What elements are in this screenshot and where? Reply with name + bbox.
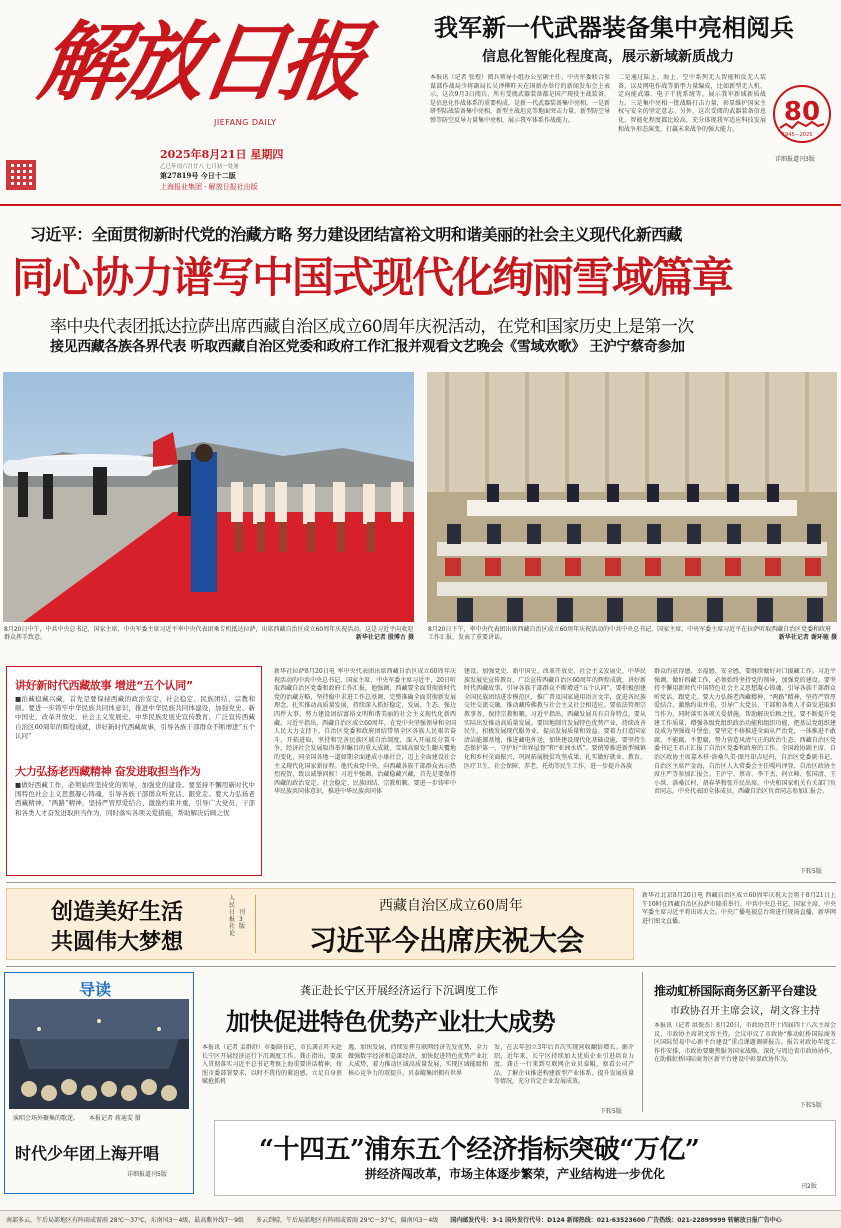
lead-headline[interactable]: 同心协力谱写中国式现代化绚丽雪域篇章 xyxy=(12,253,733,302)
key-point-heading-2: 大力弘扬老西藏精神 奋发进取担当作为 xyxy=(15,765,201,778)
lead-deck-1: 率中央代表团抵达拉萨出席西藏自治区成立60周年庆祝活动，在党和国家历史上是第一次 xyxy=(50,317,694,337)
top-story xyxy=(420,0,841,200)
section-divider-2 xyxy=(6,966,836,967)
celebration-headline[interactable]: 习近平今出席庆祝大会 xyxy=(309,924,585,957)
photo-meeting-caption-text: 8月20日下午，率中央代表团出席西藏自治区成立60周年庆祝活动的中共中央总书记、国家主席、中央军委主席习近平在拉萨听取西藏自治区党委和政府工作汇报，发表了重要讲话。 xyxy=(428,626,832,641)
pudong-more[interactable]: 刊2版 xyxy=(801,1183,817,1190)
masthead xyxy=(0,0,420,200)
hongqiao-text: 本报讯（记者 洪俊杰）8月20日，市政协召开十四届四十八次主席会议，市政协主席胡文容主持。会议审议了市政协“推动虹桥国际商务区国际贸易中心新平台建设”重点课题调研报告。报告对政协年度工作作安排，市政协要聚焦服务国家战略，深化与周边省市政协协作，在助推虹桥国际商务区新平台建设中彰显政协作为。 xyxy=(654,1022,836,1064)
guide-caption xyxy=(13,1115,193,1123)
lead-kicker: 习近平：全面贯彻新时代党的治藏方略 努力建设团结富裕文明和谐美丽的社会主义现代化新西藏 xyxy=(30,225,682,244)
publisher: 上海报业集团 · 解放日报社出版 xyxy=(160,183,258,191)
guide-label: 导读 xyxy=(79,980,112,999)
guide-caption-text: 演唱会场外聚集的歌迷。 xyxy=(13,1115,80,1122)
industry-col-2: 遇，加快发展，持续发挥互联网经济先发优势，全力做强数字经济和总部经济，加快促进特色优势产业壮大成势，着力推动区域高质量发展，实现区域能级和核心竞争力的双提升。贝泰鲲集团拥有世界 xyxy=(348,1044,488,1077)
editorial-slogan-1: 创造美好生活 xyxy=(51,899,184,925)
article-col-2: 建设，加强党史、新中国史、改革开放史、社会主义发展史、中华民族发展史宣传教育，广泛宣传西藏自治区60周年的辉煌成就，讲好新时代西藏故事，引导各族干部群众不断增进“五个认同”。要积极创建全国民族团结进步模范区，推广普及国家通用语言文字，促进各民族交往交流交融。推动藏传佛教与社会主义社会相适应。要依法管理宗教事务，保持宗教和顺。习近平指出，西藏发展具有自身特点，要从实际出发推动高质量发展。要因地制宜发展特色优势产业，持续改善民生，积极发展现代服务业，提高发展质量和效益。要着力打造国家清洁能源基地，推进藏电外送，加快建设现代化基础设施。要坚持生态保护第一，守护好“世界屋脊”和“亚洲水塔”。要统筹推进新型城镇化和乡村全面振兴，巩固拓展脱贫攻坚成果，扎实做好就业、教育、医疗卫生、社会保障、养老、托幼等民生工作，进一步提升各族 xyxy=(464,668,646,770)
svg-text:80: 80 xyxy=(783,97,821,127)
key-point-text-2: ■做好西藏工作，必须始终坚持党的领导，加强党的建设。要坚持不懈用新时代中国特色社会主义思想凝心铸魂，引导各族干部群众听党话、跟党走。要大力弘扬老西藏精神、“两路”精神，坚持严管厚爱结合、激励约束并重，引导广大党员、干部和各类人才奋发进取担当作为，同时落实各项关爱措施，帮助解决后顾之忧 xyxy=(15,781,255,817)
photo-meeting-credit: 新华社记者 谢环驰 摄 xyxy=(778,634,837,641)
celebration-kicker: 西藏自治区成立60周年 xyxy=(379,898,523,914)
editorial-source: 人民日报社论 xyxy=(229,895,236,937)
editorial-slogan-2: 共圆伟大梦想 xyxy=(51,929,184,955)
top-story-col-1: 本报讯（记者 张煜）阅兵领导小组办公室副主任、中央军委联合参谋部作战局少将副局长吴泽柳昨天在国新办举行的新闻发布会上表示，这次9月3日阅兵，所有受阅武器装备都是国产现役主战装备，是信息化作战体系的重要构成，是新一代武器装备集中亮相。一是新研型陆战装备集中亮相，新型主战坦克等地面突击力量、新型防空导弹等防空反导力量集中亮相，展示我军体系作战能力。 xyxy=(430,74,610,124)
guide-photo xyxy=(9,999,189,1109)
hongqiao-headline[interactable]: 推动虹桥国际商务区新平台建设 xyxy=(654,984,817,998)
guide-credit: 本报记者 蒋迪雯 摄 xyxy=(88,1115,141,1122)
masthead-pinyin: JIEFANG DAILY xyxy=(214,118,277,127)
pudong-box xyxy=(214,1120,836,1196)
industry-col-1: 本报讯（记者 孟群舒）市委副书记、市长龚正昨天赴长宁区开展经济运行下沉调度工作。龚正指出，要深入贯彻落实习近平总书记考察上海重要讲话精神，按照市委部署要求，以时不我待的紧迫感，立足自身禀赋抢抓机 xyxy=(202,1044,342,1086)
key-point-text-1: ■治藏稳藏兴藏，首先是要保持西藏的政治安定、社会稳定、民族团结、宗教和顺。要进一步铸牢中华民族共同体意识，推进中华民族共同体建设，加强党史、新中国史、改革开放史、社会主义发展史、中华民族发展史宣传教育，广泛宣传西藏自治区60周年的辉煌成就，讲好新时代西藏故事，引导各族干部群众不断增进“五个认同” xyxy=(15,695,255,740)
photo-meeting xyxy=(427,372,837,622)
top-story-col-2: 二是通过陆上、海上、空中系列无人智能和反无人装备，以及网电作战等新型力量编成，比如新型无人机、定向能武器、电子干扰系统等，展示我军新域新质战力。三是集中亮相一批战略打击力量，彰显维护国家主权与安全的坚定意志。另外，这次受阅的武器装备信息化、智能化程度都比较高，充分体现我军适应科技发展和战争形态演变，打赢未来战争的强大能力。 xyxy=(618,74,766,133)
photo-arrival-credit: 新华社记者 殷博古 摄 xyxy=(355,634,414,641)
key-point-heading-1: 讲好新时代西藏故事 增进“五个认同” xyxy=(15,679,193,692)
weather-tomorrow: 多云到晴，午后局部地区有阵雨或雷雨 29℃～37℃，偏南风3～4级 xyxy=(255,1217,439,1224)
hongqiao-subtitle: 市政协召开主席会议，胡文容主持 xyxy=(670,1006,820,1017)
pudong-headline[interactable]: “十四五”浦东五个经济指标突破“万亿” xyxy=(259,1135,700,1165)
guide-more[interactable]: 详细报道刊5版 xyxy=(127,1171,167,1178)
photo-arrival-caption xyxy=(4,626,414,652)
masthead-divider xyxy=(0,204,841,206)
photo-meeting-image xyxy=(427,372,837,622)
celebration-brief: 新华社北京8月20日电 西藏自治区成立60周年庆祝大会将于8月21日上午10时在西藏自治区拉萨市隆重举行。中共中央总书记、国家主席、中央军委主席习近平将出席大会。中央广播电视总台将进行现场直播，新华网进行图文直播。 xyxy=(642,892,836,925)
lunar-date: 乙巳年闰六月廿八 七月初一处暑 xyxy=(160,164,239,170)
weather-today: 南部多云，午后局部地区有阵雨或雷雨 28℃～37℃，东南风3～4级，最高紫外线7～9级 xyxy=(6,1217,244,1224)
footer-bar xyxy=(0,1210,841,1228)
hongqiao-more[interactable]: 下转5版 xyxy=(800,1102,822,1109)
guide-box xyxy=(4,972,194,1194)
qr-code-icon xyxy=(6,160,36,190)
banner-divider xyxy=(255,895,256,953)
anniversary-badge xyxy=(772,84,832,146)
top-story-subtitle: 信息化智能化程度高，展示新域新质战力 xyxy=(482,49,734,65)
top-story-headline[interactable]: 我军新一代武器装备集中亮相阅兵 xyxy=(434,14,794,42)
issue-number: 第27819号 今日十二版 xyxy=(160,171,236,180)
editorial-banner xyxy=(6,888,634,960)
article-more[interactable]: 下转5版 xyxy=(800,868,822,875)
section-divider xyxy=(6,882,836,883)
guide-title[interactable]: 时代少年团上海开唱 xyxy=(15,1144,160,1163)
photo-meeting-caption xyxy=(428,626,837,652)
industry-more[interactable]: 下转5版 xyxy=(600,1108,622,1115)
masthead-title: 解放日报 xyxy=(32,12,368,113)
pudong-subtitle: 拼经济闯改革，市场主体逐步繁荣，产业结构进一步优化 xyxy=(365,1167,666,1181)
photo-arrival xyxy=(3,372,414,622)
industry-col-3: 发，在去年创立3年后首次实现营收翻倍增长。据介绍，近年来，长宁区持续加大优质企业引进培育力度。龚正一行来到互联网企业贝泰鲲，察看公司产品，了解企业推进构建新型产业体系、提升发展质量等情况，充分肯定企业发展成效。 xyxy=(494,1044,634,1086)
industry-kicker: 龚正赴长宁区开展经济运行下沉调度工作 xyxy=(300,984,498,997)
footer-info: 国内邮发代号：3-1 国外发行代号：D124 新闻热线：021-63523600 广告热线：021-22899999 转解放日报广告中心 xyxy=(450,1217,782,1224)
editorial-page-ref[interactable]: 刊3版 xyxy=(239,909,246,930)
photo-arrival-image xyxy=(3,372,414,622)
article-col-1: 新华社拉萨8月20日电 率中央代表团出席西藏自治区成立60周年庆祝活动的中共中央总书记、国家主席、中央军委主席习近平，20日听取西藏自治区党委和政府工作汇报，他强调，西藏要全面贯彻新时代党的治藏方略，坚持稳中求进工作总基调，完整准确全面贯彻新发展理念，扎实推动高质量发展，持续深入抓好稳定、发展、生态、强边四件大事，努力建设团结富裕文明和谐美丽的社会主义现代化新西藏。习近平指出，西藏自治区成立60周年，在党中央坚强领导和全国人民大力支持下，自治区党委和政府团结带领全区各族人民艰苦奋斗、开拓进取，坚持和完善民族区域自治制度，深入开展反分裂斗争，经济社会发展取得举世瞩目的重大成就，雪域高原发生翻天覆地的变化，同全国各地一道如期全面建成小康社会，迈上全面建设社会主义现代化国家新征程。他代表党中央，向西藏各族干部群众表示热烈祝贺，致以诚挚问候！习近平强调，治藏稳藏兴藏，首先是要保持西藏的政治安定、社会稳定、民族团结、宗教和顺。要进一步铸牢中华民族共同体意识，推进中华民族共同体 xyxy=(274,668,456,796)
key-points-box xyxy=(6,666,262,876)
industry-headline[interactable]: 加快促进特色优势产业壮大成势 xyxy=(226,1008,555,1036)
article-col-3: 群众的获得感、幸福感、安全感，要继续做好对口援藏工作。习近平强调，做好西藏工作，必须始终坚持党的领导，加强党的建设。要坚持不懈用新时代中国特色社会主义思想凝心铸魂，引导各族干部群众听党话、跟党走。要大力弘扬老西藏精神、“两路”精神，坚持严管厚爱结合、激励约束并重，引导广大党员、干部和各类人才奋发进取担当作为，同时落实各项关爱措施，帮助解决后顾之忧。要不断提升党建工作质量，增强各级党组织政治功能和组织功能，把基层党组织建设成为坚强战斗堡垒。要坚定不移推进全面从严治党，一体推进不敢腐、不能腐、不想腐，努力营造风清气正的政治生态。西藏自治区党委书记王君正汇报了自治区党委和政府的工作。全国政协副主席、自治区政协主席嘉木样·洛桑久美·图丹却吉尼玛，自治区党委副书记、自治区主席严金海，自治区人大常委会主任嘎玛泽登，自治区政协主席庄严等参加汇报会。王沪宁、蔡奇、李干杰、何立峰、张国清、王小洪、洛桑江村、胡春华和张升民出席。中央和国家机关有关部门负责同志，中央代表团全体成员，西藏自治区负责同志参加汇报会。 xyxy=(654,668,836,796)
photo-arrival-caption-text: 8月20日中午，中共中央总书记、国家主席、中央军委主席习近平率中央代表团乘专机抵达拉萨，出席西藏自治区成立60周年庆祝活动。这是习近平向欢迎群众挥手致意。 xyxy=(4,626,414,641)
top-story-more[interactable]: 详细报道刊3版 xyxy=(775,156,815,163)
lead-deck-2: 接见西藏各族各界代表 听取西藏自治区党委和政府工作汇报并观看文艺晚会《雪域欢歌》 王沪宁蔡奇参加 xyxy=(50,339,685,355)
issue-date: 2025年8月21日 星期四 xyxy=(160,148,284,161)
anniversary-years: 1945—2025 xyxy=(782,132,813,138)
right-divider xyxy=(642,972,643,1112)
